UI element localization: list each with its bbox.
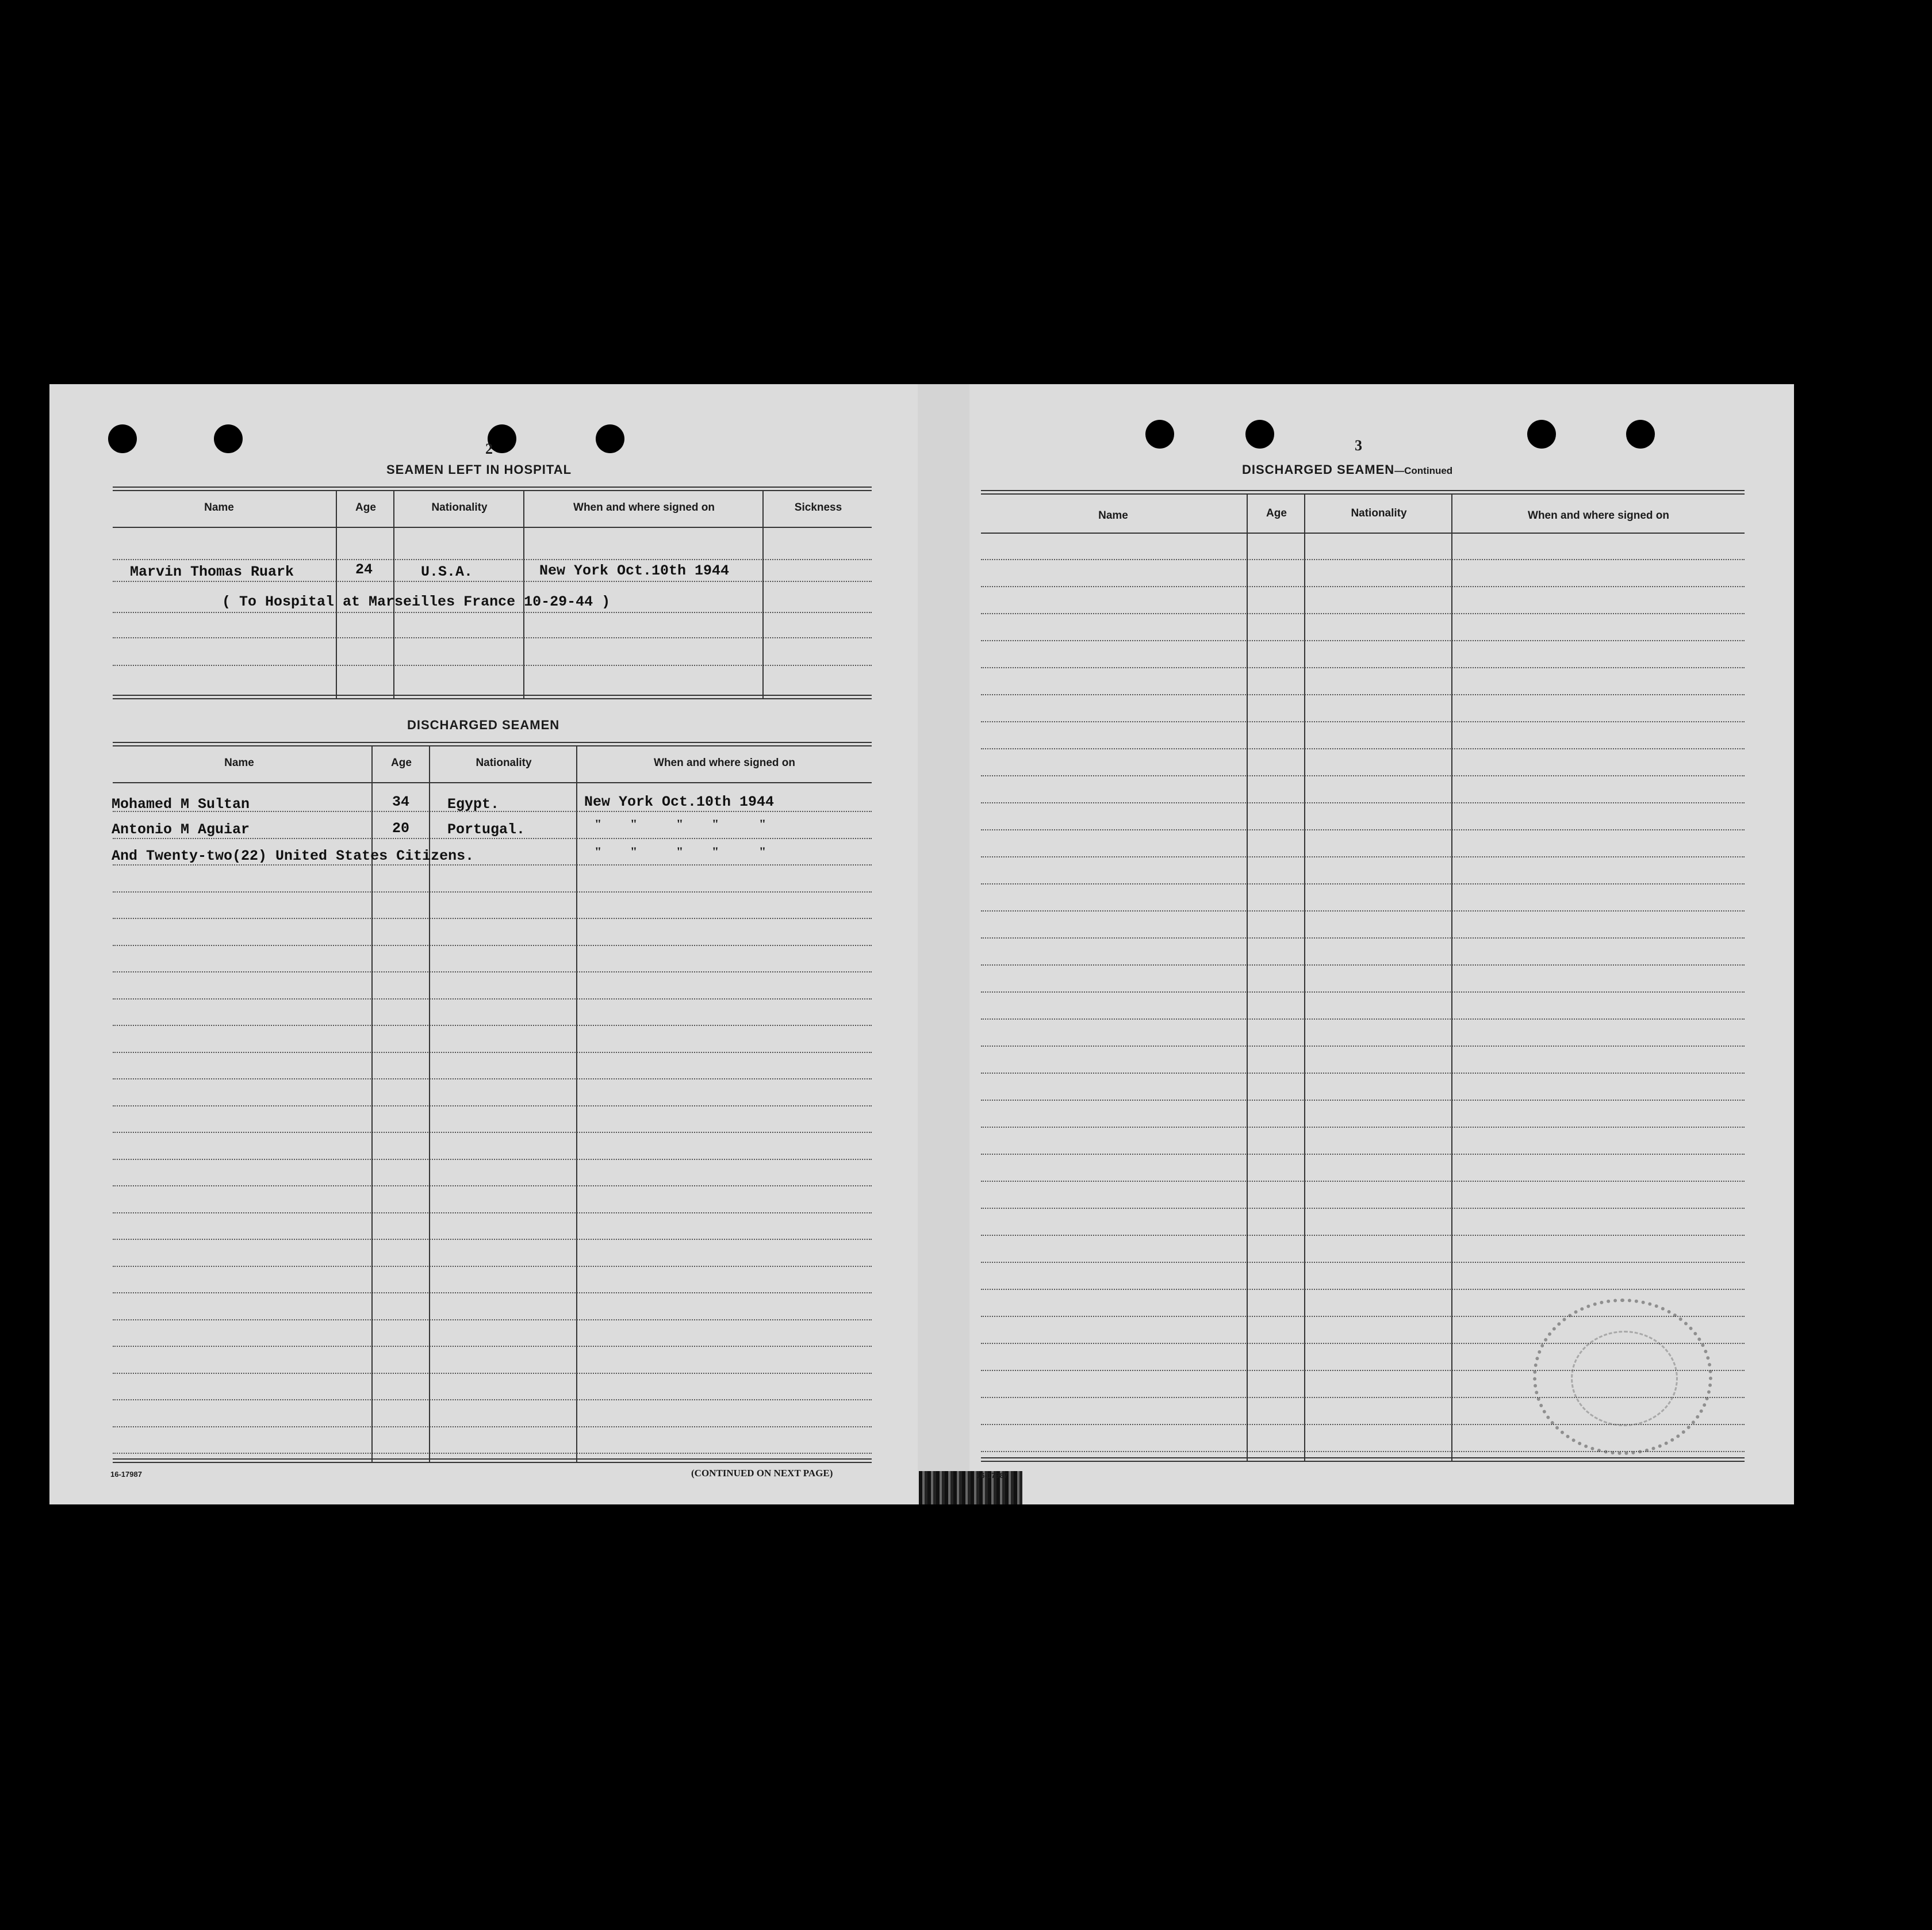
col-header-age: Age (1266, 507, 1287, 519)
ruled-line (113, 864, 872, 866)
ditto-mark: " (630, 817, 638, 831)
ruled-line (113, 1185, 872, 1186)
ruled-line (113, 1319, 872, 1320)
ruled-line (981, 640, 1745, 641)
discharged-section-title: DISCHARGED SEAMEN (407, 718, 560, 732)
discharged-signed-on-cell: New York Oct.10th 1944 (584, 794, 775, 810)
ruled-line (113, 1399, 872, 1400)
punch-hole (1245, 420, 1274, 449)
ruled-line (981, 1181, 1745, 1182)
ruled-line (113, 1212, 872, 1213)
col-header-nationality: Nationality (476, 757, 532, 769)
col-header-sickness: Sickness (794, 501, 842, 514)
title-continued: —Continued (1394, 465, 1453, 476)
punch-hole (1145, 420, 1174, 449)
col-header-name: Name (204, 501, 234, 514)
ruled-line (981, 991, 1745, 993)
ruled-line (981, 1018, 1745, 1020)
ditto-mark: " (759, 817, 766, 831)
col-header-nationality: Nationality (431, 501, 488, 514)
hospital-nationality-cell: U.S.A. (421, 564, 473, 580)
hospital-signed-on-cell: New York Oct.10th 1944 (539, 562, 730, 579)
ruled-line (113, 1025, 872, 1026)
ruled-line (113, 971, 872, 972)
hospital-note: ( To Hospital at Marseilles France 10-29-44 ) (222, 593, 611, 610)
ruled-line (113, 918, 872, 919)
ruled-line (113, 1105, 872, 1106)
ruled-line (981, 937, 1745, 939)
continued-note: (CONTINUED ON NEXT PAGE) (691, 1468, 833, 1479)
ruled-line (113, 1266, 872, 1267)
punch-hole (1527, 420, 1556, 449)
ruled-line (981, 667, 1745, 668)
col-header-nationality: Nationality (1351, 507, 1407, 519)
ruled-line (981, 1073, 1745, 1074)
ruled-line (981, 1289, 1745, 1290)
ruled-line (981, 748, 1745, 749)
circular-stamp (1533, 1299, 1712, 1455)
ruled-line (113, 998, 872, 1000)
ruled-line (981, 613, 1745, 614)
ruled-line (113, 891, 872, 893)
ruled-line (981, 1262, 1745, 1263)
ditto-mark: " (595, 817, 602, 831)
col-header-name: Name (224, 757, 254, 769)
ruled-line (113, 1239, 872, 1240)
hospital-section-title: SEAMEN LEFT IN HOSPITAL (386, 462, 572, 477)
page-gutter (918, 384, 969, 1504)
ruled-line (981, 1208, 1745, 1209)
ditto-mark: " (759, 844, 766, 859)
ruled-line (981, 586, 1745, 587)
discharged-continued-title (1242, 462, 1452, 477)
punch-hole (596, 424, 624, 453)
ruled-line (981, 559, 1745, 560)
discharged-nationality-cell: Egypt. (447, 796, 500, 813)
form-number: 16-17987 (976, 1471, 1008, 1480)
ruled-line (113, 1132, 872, 1133)
discharged-nationality-cell: Portugal. (447, 821, 526, 838)
ditto-mark: " (630, 844, 638, 859)
ruled-line (113, 945, 872, 946)
punch-hole (214, 424, 243, 453)
ruled-line (113, 1292, 872, 1293)
col-header-age: Age (355, 501, 376, 514)
discharged-age-cell: 20 (392, 820, 410, 837)
ruled-line (113, 1373, 872, 1374)
ruled-line (113, 1159, 872, 1160)
stamp-inner-ring (1571, 1331, 1678, 1426)
ruled-line (981, 964, 1745, 966)
punch-hole (1626, 420, 1655, 449)
ruled-line (981, 829, 1745, 830)
col-header-signed-on: When and where signed on (654, 757, 795, 769)
ruled-line (981, 1100, 1745, 1101)
ruled-line (981, 1127, 1745, 1128)
title-main: DISCHARGED SEAMEN (1242, 462, 1395, 477)
discharged-name-cell: Mohamed M Sultan (112, 796, 250, 813)
ruled-line (981, 910, 1745, 912)
ruled-line (981, 1046, 1745, 1047)
ruled-line (113, 1346, 872, 1347)
discharged-note: And Twenty-two(22) United States Citizens. (112, 848, 474, 864)
ruled-line (981, 802, 1745, 803)
ruled-line (113, 1052, 872, 1053)
ruled-line (981, 856, 1745, 857)
form-number: 16-17987 (110, 1470, 142, 1479)
col-header-age: Age (391, 757, 412, 769)
col-header-signed-on: When and where signed on (1528, 510, 1669, 522)
ruled-line (981, 1235, 1745, 1236)
col-header-name: Name (1098, 510, 1128, 522)
page-number: 2 (485, 441, 493, 457)
ditto-mark: " (595, 844, 602, 859)
ruled-line (981, 1154, 1745, 1155)
hospital-age-cell: 24 (355, 561, 373, 578)
ruled-line (981, 775, 1745, 776)
ditto-mark: " (712, 817, 719, 831)
hospital-name-cell: Marvin Thomas Ruark (130, 564, 294, 580)
discharged-age-cell: 34 (392, 794, 410, 810)
document-sheet (49, 384, 1794, 1504)
punch-hole (108, 424, 137, 453)
col-header-signed-on: When and where signed on (573, 501, 715, 514)
ruled-line (113, 1426, 872, 1427)
discharged-name-cell: Antonio M Aguiar (112, 821, 250, 838)
ditto-mark: " (676, 817, 684, 831)
ruled-line (981, 721, 1745, 722)
ruled-line (113, 1453, 872, 1454)
page-number: 3 (1355, 437, 1362, 454)
ruled-line (981, 883, 1745, 884)
ditto-mark: " (676, 844, 684, 859)
ruled-line (113, 1078, 872, 1079)
ditto-mark: " (712, 844, 719, 859)
ruled-line (981, 694, 1745, 695)
